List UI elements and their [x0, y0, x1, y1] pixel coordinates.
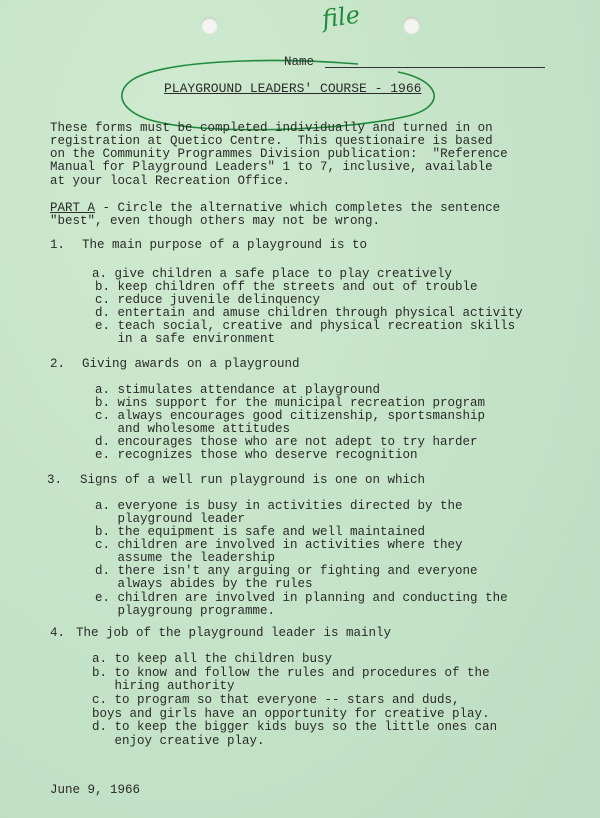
q3-option-a-cont: playground leader — [95, 512, 246, 526]
q3-option-e-cont: playgroung programme. — [95, 604, 276, 618]
q2-option-b[interactable]: b. wins support for the municipal recreation program — [95, 396, 486, 410]
part-a-line-1: - Circle the alternative which completes the sentence — [95, 201, 501, 215]
q4-option-b-cont: hiring authority — [92, 679, 235, 693]
document-title: PLAYGROUND LEADERS' COURSE - 1966 — [164, 81, 422, 96]
q3-option-c[interactable]: c. children are involved in activities where they — [95, 538, 463, 552]
q1-option-b[interactable]: b. keep children off the streets and out of trouble — [95, 280, 478, 294]
q3-option-d-cont: always abides by the rules — [95, 577, 313, 591]
question-2-number: 2. — [50, 357, 66, 371]
q2-option-c[interactable]: c. always encourages good citizenship, sportsmanship — [95, 409, 486, 423]
q1-option-e-cont: in a safe environment — [95, 332, 276, 346]
q4-option-d[interactable]: d. to keep the bigger kids buys so the little ones can — [92, 720, 498, 734]
q4-option-a[interactable]: a. to keep all the children busy — [92, 652, 333, 666]
q1-option-a[interactable]: a. give children a safe place to play creatively — [92, 267, 453, 281]
document-date: June 9, 1966 — [50, 783, 141, 797]
q4-option-c[interactable]: c. to program so that everyone -- stars and duds, — [92, 693, 460, 707]
q4-option-d-cont: enjoy creative play. — [92, 734, 265, 748]
name-field-line[interactable] — [325, 67, 545, 68]
intro-line-5: at your local Recreation Office. — [50, 174, 291, 188]
intro-line-3: on the Community Programmes Division publication: "Reference — [50, 147, 508, 161]
intro-line-2: registration at Quetico Centre. This questionaire is based — [50, 134, 493, 148]
question-1-text: The main purpose of a playground is to — [82, 238, 368, 252]
question-2-text: Giving awards on a playground — [82, 357, 300, 371]
q4-option-c-cont: boys and girls have an opportunity for creative play. — [92, 707, 490, 721]
q2-option-d[interactable]: d. encourages those who are not adept to try harder — [95, 435, 478, 449]
question-3-text: Signs of a well run playground is one on which — [80, 473, 426, 487]
q1-option-d[interactable]: d. entertain and amuse children through physical activity — [95, 306, 523, 320]
q2-option-a[interactable]: a. stimulates attendance at playground — [95, 383, 381, 397]
intro-line-1: These forms must be completed individually and turned in on — [50, 121, 493, 135]
q3-option-c-cont: assume the leadership — [95, 551, 276, 565]
name-label: Name — [284, 55, 315, 69]
question-4-text: The job of the playground leader is mainly — [76, 626, 392, 640]
q3-option-a[interactable]: a. everyone is busy in activities directed by the — [95, 499, 463, 513]
punch-hole-right — [403, 17, 420, 34]
question-4-number: 4. — [50, 626, 66, 640]
q3-option-b[interactable]: b. the equipment is safe and well maintained — [95, 525, 426, 539]
part-a-label: PART A — [50, 201, 96, 215]
handwritten-annotation: file — [320, 0, 362, 34]
question-1-number: 1. — [50, 238, 66, 252]
question-3-number: 3. — [47, 473, 63, 487]
q3-option-e[interactable]: e. children are involved in planning and conducting the — [95, 591, 508, 605]
q2-option-e[interactable]: e. recognizes those who deserve recognition — [95, 448, 418, 462]
q1-option-e[interactable]: e. teach social, creative and physical recreation skills — [95, 319, 516, 333]
intro-line-4: Manual for Playground Leaders" 1 to 7, inclusive, available — [50, 160, 493, 174]
q2-option-c-cont: and wholesome attitudes — [95, 422, 291, 436]
q3-option-d[interactable]: d. there isn't any arguing or fighting and everyone — [95, 564, 478, 578]
punch-hole-left — [201, 17, 218, 34]
part-a-line-2: "best", even though others may not be wrong. — [50, 214, 381, 228]
q1-option-c[interactable]: c. reduce juvenile delinquency — [95, 293, 321, 307]
q4-option-b[interactable]: b. to know and follow the rules and procedures of the — [92, 666, 490, 680]
